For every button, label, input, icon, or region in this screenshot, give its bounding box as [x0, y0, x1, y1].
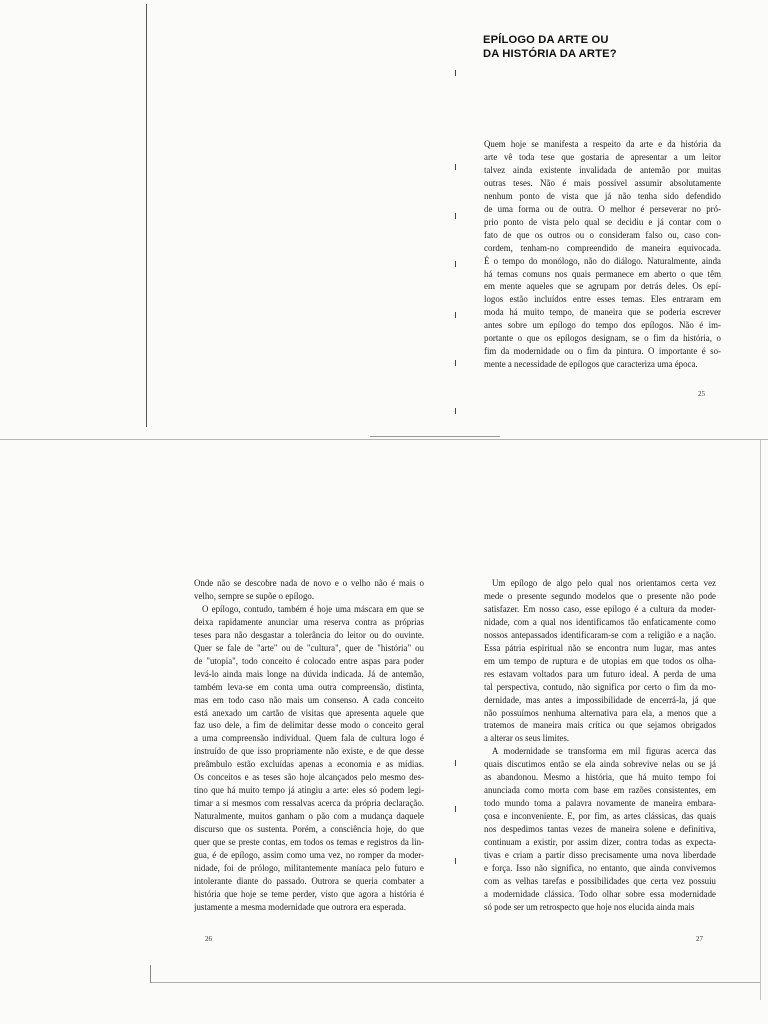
text-line: çosa e inconveniente. E, por fim, as artes clássicas, das quais — [484, 811, 716, 822]
text-line: Onde não se descobre nada de novo e o velho não é mais o — [194, 578, 424, 588]
text-line: com as velhas tarefas e possibilidades que certa vez possuiu — [484, 875, 716, 886]
text-line: a uma compreensão individual. Quem fala de cultura logo é — [194, 733, 424, 744]
page-26-body-text — [194, 577, 424, 914]
text-line: teses para não desgastar a tolerância do leitor ou do ouvinte. — [194, 629, 424, 640]
chapter-title-line: EPÍLOGO DA ARTE OU — [483, 34, 609, 46]
margin-mark — [455, 408, 456, 414]
text-line: e força. Isso não significa, no entanto, que ainda convivemos — [484, 862, 716, 873]
page-number: 26 — [205, 935, 212, 943]
margin-mark — [455, 858, 456, 864]
chapter-title-line: DA HISTÓRIA DA ARTE? — [483, 47, 617, 60]
text-line: O epílogo, contudo, também é hoje uma máscara em que se — [202, 603, 424, 614]
text-line: res estavam voltados para um futuro ideal. A perda de uma — [484, 668, 716, 679]
text-line: Os conceitos e as teses são hoje alcançados pelo mesmo des- — [194, 772, 424, 783]
text-line: dernidade, mas antes a impossibilidade de encerrá-la, já que — [484, 694, 716, 705]
text-line: levá-lo ainda mais longe na dúvida indicada. Já de antemão, — [194, 668, 424, 679]
text-line: satisfazer. Em nosso caso, esse epílogo é a cultura da moder- — [484, 603, 716, 614]
text-line: preâmbulo estão excluídas apenas a economia e as mídias. — [194, 759, 424, 770]
text-line: quais discutimos então se ela ainda sobrevive nelas ou se já — [484, 759, 716, 770]
text-line: em um tempo de ruptura e de utopias em que todos os olha- — [484, 655, 716, 666]
text-line: Quer se fale de "arte" ou de "cultura", quer de "história" ou — [194, 642, 424, 653]
page-bottom-edge — [150, 982, 760, 983]
text-line: história que hoje se teme perder, visto que agora a história é — [194, 888, 424, 899]
text-line: justamente a mesma modernidade que outrora era esperada. — [194, 901, 406, 912]
text-line: também leva-se em conta uma outra compreensão, distinta, — [194, 681, 424, 692]
text-line: só pode ser um retrospecto que hoje nos elucida ainda mais — [484, 901, 695, 912]
text-line: continuam a existir, por assim dizer, contra todas as expecta- — [484, 837, 716, 848]
text-line: de uma forma ou de outra. O melhor é perseverar no pró- — [484, 203, 721, 214]
margin-mark — [455, 164, 456, 170]
margin-mark — [455, 760, 456, 766]
text-line: a modernidade clássica. Todo olhar sobre essa modernidade — [484, 888, 716, 899]
page-gutter-line — [146, 4, 147, 427]
text-line: a alterar os seus limites. — [484, 733, 570, 744]
text-line: outras teses. Não é mais possível assumir absolutamente — [484, 177, 721, 188]
text-line: nossos antepassados identificaram-se com a religião e a nação. — [484, 629, 716, 640]
text-line: antes sobre um epílogo do tempo dos epílogos. Não é im- — [484, 320, 721, 331]
text-line: Um epílogo de algo pelo qual nos orientamos certa vez — [492, 578, 716, 588]
text-line: portante o que os epílogos designam, se o fim da história, o — [484, 333, 721, 344]
text-line: está anexado um cartão de visitas que apresenta aquele que — [194, 707, 424, 718]
text-line: timar a si mesmos com ressalvas acerca da própria declaração. — [194, 798, 424, 809]
margin-mark — [455, 261, 456, 267]
text-line: A modernidade se transforma em mil figuras acerca das — [492, 746, 716, 757]
text-line: mente a necessidade de epílogos que caracteriza uma época. — [484, 359, 698, 370]
text-line: há temas comuns nos quais permanece em aberto o que têm — [484, 268, 721, 279]
text-line: faz uso dele, a fim de delimitar desse modo o conceito geral — [194, 720, 424, 731]
scan-fold-line — [0, 439, 768, 440]
text-line: não possuímos nenhuma alternativa para ela, a menos que a — [484, 707, 716, 718]
text-line: tal perspectiva, contudo, não significa por certo o fim da mo- — [484, 681, 716, 692]
text-line: gua, é de epílogo, assim como uma vez, no romper da moder- — [194, 850, 424, 861]
page-27-body-text — [484, 577, 716, 914]
page-number: 27 — [696, 935, 703, 943]
text-line: logos estão incluídos entre esses temas. Eles entraram em — [484, 294, 721, 305]
margin-mark — [455, 806, 456, 812]
text-line: todo mundo toma a palavra novamente de maneira embara- — [484, 798, 716, 809]
page-number: 25 — [698, 390, 705, 398]
chapter-title — [483, 34, 733, 61]
margin-mark — [455, 213, 456, 219]
text-line: tratemos de maneira mais crítica ou que sejamos obrigados — [484, 720, 716, 731]
text-line: deixa rapidamente anunciar uma reserva contra as próprias — [194, 616, 424, 627]
text-line: fato de que os outros ou o consideram falso ou, caso con- — [484, 229, 721, 240]
margin-mark — [455, 360, 456, 366]
text-line: tino que há muito tempo já atingiu a arte: eles só podem legi- — [194, 785, 424, 796]
text-line: discurso que os sustenta. Porém, a consciência hoje, do que — [194, 824, 424, 835]
text-line: prio ponto de vista pelo qual se decidiu e já contar com o — [484, 216, 721, 227]
text-line: instruído de que isso propriamente não existe, e de que desse — [194, 746, 424, 757]
text-line: de "utopia", todo conceito é colocado entre aspas para poder — [194, 655, 424, 666]
text-line: nenhum ponto de vista que já não tenha sido defendido — [484, 190, 721, 201]
page-edge-line — [370, 436, 500, 437]
text-line: mas em todo caso não mais um consenso. A cada conceito — [194, 694, 424, 705]
text-line: quer que se preste contas, em todos os temas e registros da lin- — [194, 837, 424, 848]
text-line: arte vê toda tese que gostaria de apresentar a um leitor — [484, 151, 721, 162]
text-line: intolerante diante do passado. Outrora se queria combater a — [194, 875, 424, 886]
text-line: Quem hoje se manifesta a respeito da arte e da história da — [484, 139, 721, 149]
text-line: em mente aqueles que se agrupam por detrás deles. Os epí- — [484, 281, 721, 292]
margin-mark — [455, 312, 456, 318]
text-line: nos despedimos tantas vezes de maneira solene e definitiva, — [484, 824, 716, 835]
text-line: nidade, foi de prólogo, militantemente maníaca pelo futuro e — [194, 862, 424, 873]
text-line: tivas e criam a partir disso precisamente uma nova liberdade — [484, 850, 716, 861]
text-line: velho, sempre se supõe o epílogo. — [194, 590, 315, 601]
text-line: Essa pátria espiritual não se encontra num lugar, mas antes — [484, 642, 716, 653]
text-line: anunciada como morta com base em razões consistentes, em — [484, 785, 716, 796]
left-page-edge — [150, 965, 151, 983]
text-line: moda há muito tempo, de maneira que se poderia escrever — [484, 307, 721, 318]
text-line: as abandonou. Mesmo a história, que há muito tempo foi — [484, 772, 716, 783]
text-line: É o tempo do monólogo, não do diálogo. Naturalmente, ainda — [484, 255, 721, 266]
text-line: talvez ainda existente invalidada de antemão por muitas — [484, 164, 721, 175]
text-line: fim da modernidade ou o fim da pintura. O importante é so- — [484, 346, 721, 357]
text-line: mede o presente segundo modelos que o presente não pode — [484, 590, 716, 601]
text-line: cordem, tenham-no compreendido de maneira equivocada. — [484, 242, 721, 253]
page-right-edge — [760, 440, 761, 1000]
text-line: Naturalmente, muitos ganham o pão com a mudança daquele — [194, 811, 424, 822]
text-line: nidade, com a qual nos identificamos tão enfaticamente como — [484, 616, 716, 627]
margin-mark — [455, 70, 456, 76]
page-25-body-text — [484, 138, 721, 371]
